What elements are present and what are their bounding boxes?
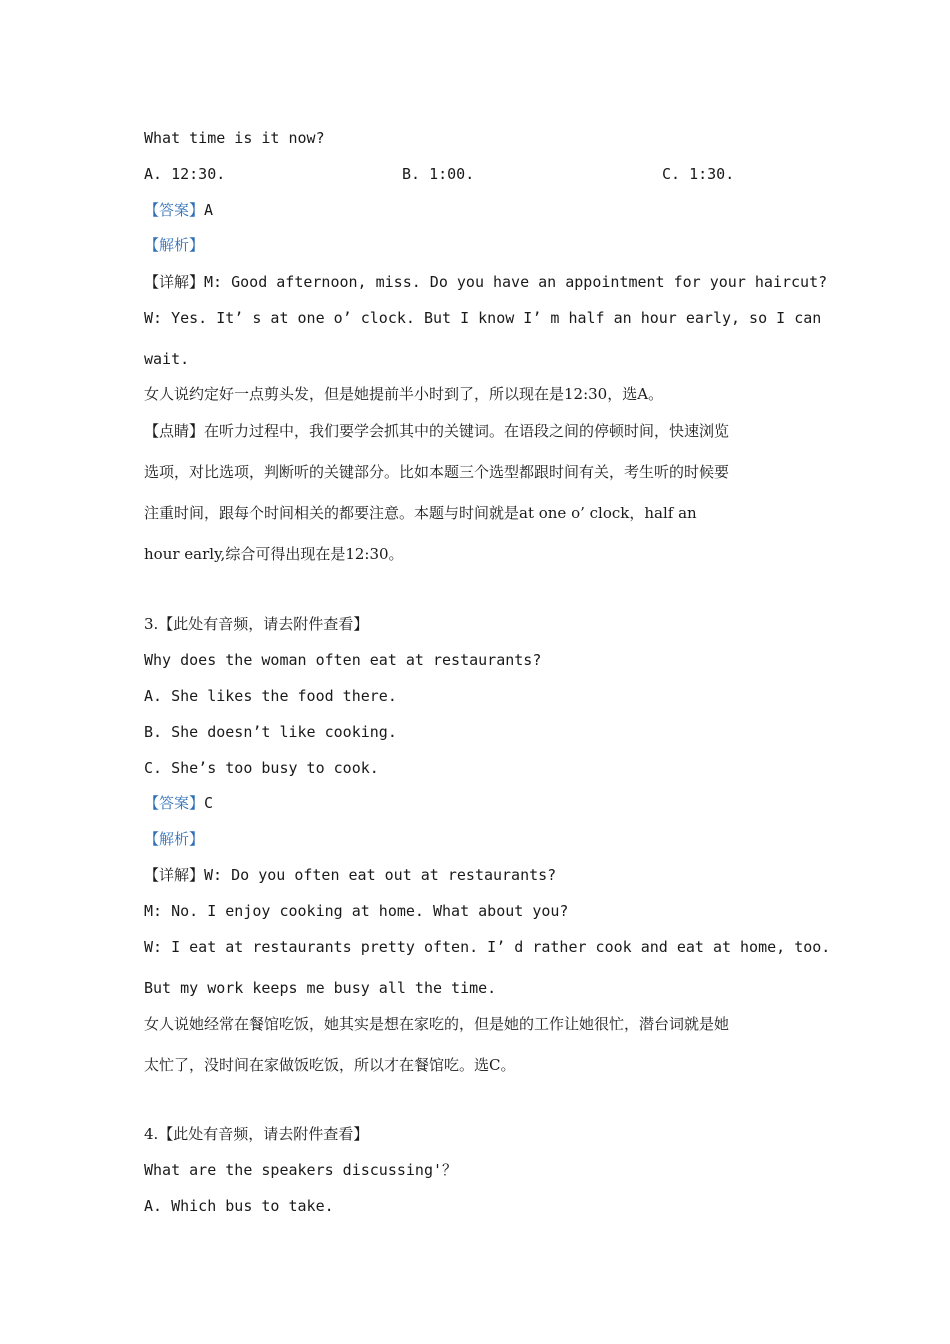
- q3-option-c: C. She’s too busy to cook.: [144, 759, 379, 777]
- detail-tag: 【详解】: [144, 273, 205, 291]
- q3-detail-3: W: I eat at restaurants pretty often. I’ d rather cook and eat at home, too.: [144, 938, 831, 956]
- q2-analysis-tag: 【解析】: [144, 236, 205, 254]
- q2-question: What time is it now?: [144, 129, 325, 147]
- q3-detail-4: But my work keeps me busy all the time.: [144, 979, 497, 997]
- q3-detail-line-1: [144, 865, 556, 885]
- q2-tip-4: hour early,综合可得出现在是12:30。: [144, 545, 404, 563]
- q2-detail-3: wait.: [144, 350, 190, 368]
- q3-explain-2: 太忙了，没时间在家做饭吃饭，所以才在餐馆吃。选C。: [144, 1056, 516, 1074]
- q3-analysis-tag: 【解析】: [144, 830, 205, 848]
- q2-option-c: C. 1:30.: [662, 165, 735, 183]
- answer-tag: 【答案】: [144, 794, 205, 812]
- q2-tip-line-1: [144, 421, 729, 441]
- q2-detail-1: M: Good afternoon, miss. Do you have an appointment for your haircut?: [204, 273, 828, 291]
- q2-option-a: A. 12:30.: [144, 165, 226, 183]
- tip-tag: 【点睛】: [144, 422, 205, 440]
- q2-detail-line-1: [144, 272, 827, 292]
- q2-answer: A: [204, 201, 214, 219]
- q2-answer-line: [144, 200, 213, 220]
- q2-option-b: B. 1:00.: [402, 165, 475, 183]
- detail-tag: 【详解】: [144, 866, 205, 884]
- q2-tip-2: 选项，对比选项，判断听的关键部分。比如本题三个选型都跟时间有关，考生听的时候要: [144, 463, 730, 481]
- q2-tip-1: 在听力过程中，我们要学会抓其中的关键词。在语段之间的停顿时间，快速浏览: [204, 422, 730, 440]
- q3-header: 3.【此处有音频，请去附件查看】: [144, 615, 369, 633]
- q3-answer: C: [204, 794, 214, 812]
- q2-tip-3: 注重时间，跟每个时间相关的都要注意。本题与时间就是at one o’ clock，half an: [144, 504, 697, 522]
- q4-question: What are the speakers discussing'？: [144, 1161, 458, 1179]
- q3-explain-1: 女人说她经常在餐馆吃饭，她其实是想在家吃的，但是她的工作让她很忙，潜台词就是她: [144, 1015, 730, 1033]
- answer-tag: 【答案】: [144, 201, 205, 219]
- q3-detail-1: W: Do you often eat out at restaurants?: [204, 866, 557, 884]
- q3-option-a: A. She likes the food there.: [144, 687, 397, 705]
- q4-header: 4.【此处有音频，请去附件查看】: [144, 1125, 369, 1143]
- q3-answer-line: [144, 793, 213, 813]
- q3-question: Why does the woman often eat at restaurants?: [144, 651, 542, 669]
- q2-detail-2: W: Yes. It’ s at one o’ clock. But I know I’ m half an hour early, so I can: [144, 309, 822, 327]
- q4-option-a: A. Which bus to take.: [144, 1197, 334, 1215]
- q3-option-b: B. She doesn’t like cooking.: [144, 723, 397, 741]
- q2-explain: 女人说约定好一点剪头发，但是她提前半小时到了，所以现在是12:30，选A。: [144, 385, 664, 403]
- q3-detail-2: M: No. I enjoy cooking at home. What about you?: [144, 902, 569, 920]
